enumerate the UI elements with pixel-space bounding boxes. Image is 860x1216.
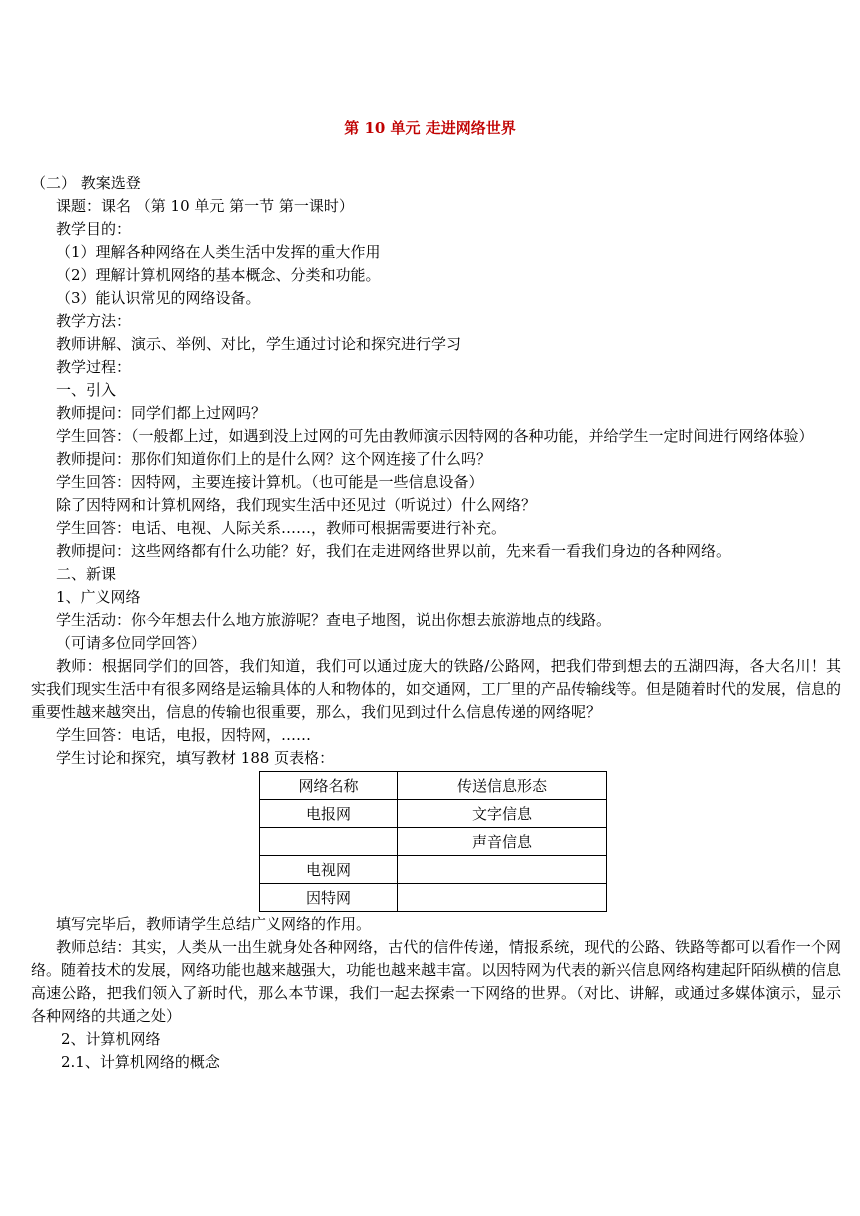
text-line: 教师提问：这些网络都有什么功能？好，我们在走进网络世界以前，先来看一看我们身边的各种网络。: [56, 542, 732, 560]
text-line: 学生讨论和探究，填写教材 188 页表格：: [56, 749, 335, 767]
text-line: 课题：课名 （第 10 单元 第一节 第一课时）: [56, 197, 354, 215]
text-line: 填写完毕后，教师请学生总结广义网络的作用。: [56, 915, 372, 933]
table-row: [260, 828, 607, 856]
lines-after: [31, 913, 841, 1074]
lines-before: [31, 172, 841, 770]
text-line: 教师：根据同学们的回答，我们知道，我们可以通过庞大的铁路/公路网，把我们带到想去的五湖四海，各大名川！其实我们现实生活中有很多网络是运输具体的人和物体的，如交通网，工厂里的产品传输线等。但是随着时代的发展，信息的重要性越来越突出，信息的传输也很重要，那么，我们见到过什么信息传递的网络呢？: [31, 657, 842, 721]
table-cell: [398, 856, 607, 884]
text-line: 一、引入: [56, 381, 117, 399]
text-line: 教学方法：: [56, 312, 132, 330]
table-header-row: [260, 772, 607, 800]
text-line: （1）理解各种网络在人类生活中发挥的重大作用: [56, 243, 381, 261]
text-line: （可请多位同学回答）: [56, 634, 207, 652]
text-line: 教学目的：: [56, 220, 132, 238]
table-cell: [260, 828, 398, 856]
text-line: 教师讲解、演示、举例、对比，学生通过讨论和探究进行学习: [56, 335, 462, 353]
table-row: [260, 800, 607, 828]
table-row: [260, 856, 607, 884]
text-line: 学生回答：因特网，主要连接计算机。（也可能是一些信息设备）: [56, 473, 484, 491]
text-line: 学生回答：（一般都上过，如遇到没上过网的可先由教师演示因特网的各种功能，并给学生一定时间进行网络体验）: [56, 427, 814, 445]
table-cell: 声音信息: [398, 828, 607, 856]
table-header-cell: 传送信息形态: [398, 772, 607, 800]
text-line: 2.1、计算机网络的概念: [61, 1053, 220, 1071]
table-cell: [398, 884, 607, 912]
text-line: 除了因特网和计算机网络，我们现实生活中还见过（听说过）什么网络？: [56, 496, 537, 514]
table-row: [260, 884, 607, 912]
table-cell: 文字信息: [398, 800, 607, 828]
text-line: 教师提问：同学们都上过网吗？: [56, 404, 267, 422]
text-line: （3）能认识常见的网络设备。: [56, 289, 261, 307]
text-line: 教师提问：那你们知道你们上的是什么网？这个网连接了什么吗？: [56, 450, 492, 468]
text-line: 学生活动：你今年想去什么地方旅游呢？查电子地图，说出你想去旅游地点的线路。: [56, 611, 612, 629]
text-line: 教师总结：其实，人类从一出生就身处各种网络，古代的信件传递，情报系统，现代的公路、铁路等都可以看作一个网络。随着技术的发展，网络功能也越来越强大，功能也越来越丰富。以因特网为代表的新兴信息网络构建起阡陌纵横的信息高速公路，把我们领入了新时代，那么本节课，我们一起去探索一下网络的世界。（对比、讲解，或通过多媒体演示，显示各种网络的共通之处）: [31, 938, 842, 1025]
text-line: 教学过程：: [56, 358, 132, 376]
network-table: [259, 771, 607, 912]
text-line: 学生回答：电话、电视、人际关系……，教师可根据需要进行补充。: [56, 519, 507, 537]
table-cell: 电报网: [260, 800, 398, 828]
table-cell: 因特网: [260, 884, 398, 912]
document-title: 第 10 单元 走进网络世界: [344, 119, 516, 137]
text-line: 1、广义网络: [56, 588, 141, 606]
table-header-cell: 网络名称: [260, 772, 398, 800]
text-line: （2）理解计算机网络的基本概念、分类和功能。: [56, 266, 381, 284]
document-body: [31, 172, 841, 1074]
text-line: （二） 教案选登: [31, 174, 141, 192]
text-line: 学生回答：电话，电报，因特网，……: [56, 726, 312, 744]
table-cell: 电视网: [260, 856, 398, 884]
text-line: 二、新课: [56, 565, 117, 583]
text-line: 2、计算机网络: [61, 1030, 161, 1048]
